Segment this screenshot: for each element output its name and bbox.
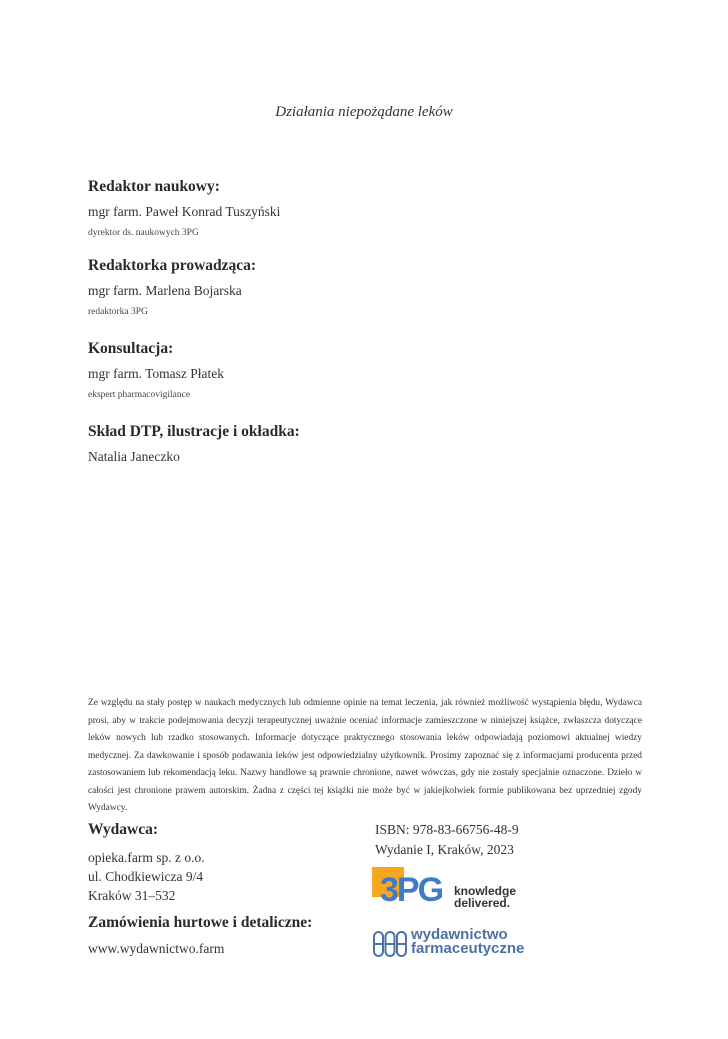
credit-managing-editor	[88, 256, 648, 318]
3pg-tagline-2: delivered.	[454, 896, 511, 910]
credit-heading: Skład DTP, ilustracje i okładka:	[88, 423, 300, 440]
publisher-city: Kraków 31–532	[88, 888, 176, 903]
publication-info	[375, 820, 645, 860]
credit-role: ekspert pharmacovigilance	[88, 390, 191, 400]
credit-name: mgr farm. Tomasz Płatek	[88, 366, 225, 381]
3pg-logo-mark: 3PG	[380, 871, 443, 909]
publisher-street: ul. Chodkiewicza 9/4	[88, 869, 204, 884]
wf-logo-text	[411, 928, 524, 956]
3pg-logo	[372, 865, 532, 911]
credit-name: Natalia Janeczko	[88, 449, 180, 464]
book-title: Działania niepożądane leków	[275, 104, 453, 120]
orders-heading: Zamówienia hurtowe i detaliczne:	[88, 914, 313, 931]
credit-role: redaktorka 3PG	[88, 307, 148, 317]
publisher-heading: Wydawca:	[88, 821, 159, 838]
credit-scientific-editor	[88, 177, 648, 239]
orders-block	[88, 913, 368, 957]
credit-role: dyrektor ds. naukowych 3PG	[88, 228, 199, 238]
wydawnictwo-farmaceutyczne-logo	[373, 928, 553, 962]
orders-website-link[interactable]: www.wydawnictwo.farm	[88, 941, 225, 956]
publisher-company: opieka.farm sp. z o.o.	[88, 850, 205, 865]
edition: Wydanie I, Kraków, 2023	[375, 842, 514, 857]
publisher-block	[88, 820, 358, 905]
isbn: ISBN: 978-83-66756-48-9	[375, 822, 519, 837]
credit-heading: Redaktor naukowy:	[88, 178, 220, 195]
credit-dtp	[88, 422, 648, 466]
credit-name: mgr farm. Marlena Bojarska	[88, 283, 242, 298]
disclaimer-text: Ze względu na stały postęp w naukach medycznych lub odmienne opinie na temat leczenia, jak również możliwość wystąpienia błędu, Wydawca prosi, aby w trakcie podejmowania decyzji terapeutycznej uważnie oceniać informacje zamieszczone w niniejszej książce, zwłaszcza dotyczące leków nowych lub rzadko stosowanych. Informacje dotyczące praktycznego stosowania leków odpowiadają poziomowi aktualnej wiedzy medycznej. Za dawkowanie i sposób podawania leków jest odpowiedzialny użytkownik. Prosimy zapoznać się z informacjami producenta przed zastosowaniem lub rekomendacją leku. Nazwy handlowe są prawnie chronione, nawet wówczas, gdy nie zostały specjalnie oznaczone. Dzieło w całości jest chronione prawem autorskim. Żadna z części tej książki nie może być w jakiejkolwiek formie publikowana bez uprzedniej zgody Wydawcy.	[88, 698, 642, 813]
3pg-logo-tagline	[454, 885, 516, 909]
wf-logo-line-2: farmaceutyczne	[411, 940, 525, 957]
credit-heading: Konsultacja:	[88, 340, 174, 357]
3pg-tagline-1: knowledge	[454, 884, 517, 898]
capsules-icon	[373, 931, 407, 957]
wf-logo-line-1: wydawnictwo	[411, 926, 508, 943]
credit-name: mgr farm. Paweł Konrad Tuszyński	[88, 204, 281, 219]
credit-heading: Redaktorka prowadząca:	[88, 257, 257, 274]
credit-consultation	[88, 339, 648, 401]
